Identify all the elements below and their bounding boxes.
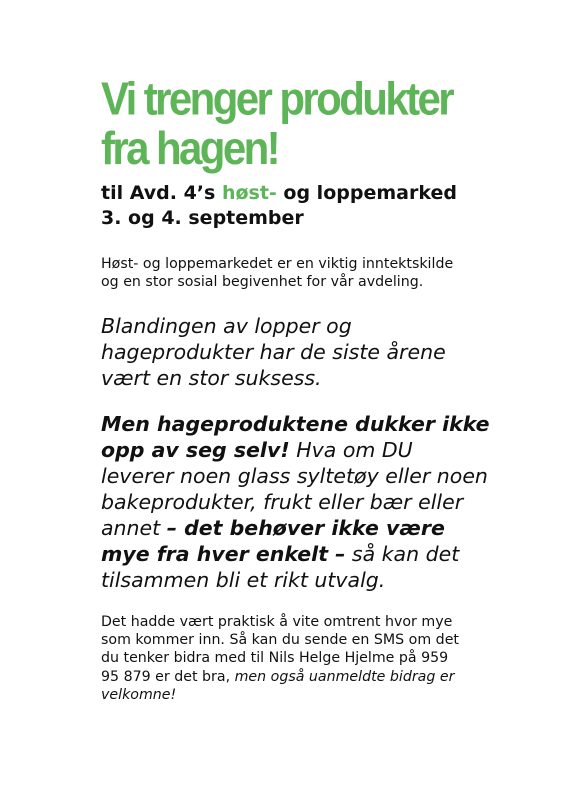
success-paragraph	[101, 313, 541, 391]
success-line-3: vært en stor suksess.	[101, 366, 322, 390]
closing-line-2: som kommer inn. Så kan du sende en SMS om det	[101, 632, 459, 649]
appeal-line-7: tilsammen bli et rikt utvalg.	[101, 568, 386, 592]
closing-paragraph	[101, 613, 541, 704]
appeal-line-3: leverer noen glass syltetøy eller noen	[101, 464, 488, 488]
closing-line-4-italic: men også uanmeldte bidrag er	[234, 668, 455, 685]
closing-line-5-italic: velkomne!	[101, 686, 177, 703]
appeal-bold-2: opp av seg selv!	[101, 438, 290, 462]
closing-line-1: Det hadde vært praktisk å vite omtrent hvor mye	[101, 614, 453, 630]
appeal-line-6-bold: mye fra hver enkelt –	[101, 542, 346, 566]
appeal-line-5-bold: – det behøver ikke være	[166, 516, 445, 540]
event-subtitle	[101, 181, 541, 231]
closing-line-4-start: 95 879 er det bra,	[101, 668, 235, 685]
intro-line-2: og en stor sosial begivenhet for vår avdeling.	[101, 274, 424, 290]
subtitle-prefix: til Avd. 4’s	[101, 182, 222, 204]
closing-line-3: du tenker bidra med til Nils Helge Hjelme på 959	[101, 650, 449, 667]
success-line-1: Blandingen av lopper og	[101, 314, 352, 338]
appeal-line-4: bakeprodukter, frukt eller bær eller	[101, 490, 464, 514]
subtitle-suffix: og loppemarked	[276, 182, 457, 204]
success-line-2: hageprodukter har de siste årene	[101, 340, 446, 364]
appeal-text-2: Hva om DU	[289, 438, 413, 462]
event-dates: 3. og 4. september	[101, 207, 304, 229]
headline-line-2: fra hagen!	[101, 122, 279, 175]
subtitle-accent: høst-	[221, 182, 277, 204]
headline-line-1: Vi trenger produkter	[101, 72, 452, 125]
intro-paragraph	[101, 255, 541, 291]
appeal-line-5-start: annet	[101, 516, 167, 540]
intro-line-1: Høst- og loppemarkedet er en viktig inntektskilde	[101, 256, 454, 272]
appeal-bold-1: Men hageproduktene dukker ikke	[101, 412, 490, 436]
appeal-line-6-end: så kan det	[345, 542, 460, 566]
appeal-paragraph	[101, 411, 541, 593]
headline	[101, 74, 541, 173]
